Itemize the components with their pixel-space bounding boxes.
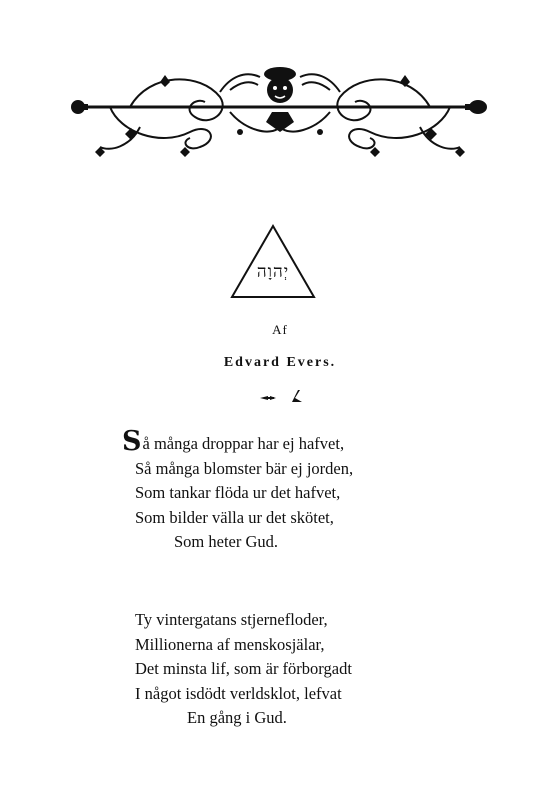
- dropcap-letter: S: [122, 426, 142, 457]
- poem-line: Så många blomster bär ej jorden,: [135, 458, 354, 478]
- tetragrammaton: יְהוָה: [256, 262, 290, 282]
- fleuron-ornament-icon: [258, 388, 308, 404]
- stanza-2: [135, 608, 352, 731]
- poem-line: Det minsta lif, som är förborgadt: [135, 659, 352, 679]
- byline: Af: [272, 322, 288, 337]
- poem-line: I något isdödt verldsklot, lefvat: [135, 683, 342, 703]
- poem-line: Som bilder välla ur det skötet,: [135, 507, 334, 527]
- poem-line: [122, 426, 353, 457]
- poem-line: En gång i Gud.: [187, 708, 287, 728]
- stanza-1: [122, 426, 354, 555]
- author-name: Edvard Evers.: [223, 355, 337, 370]
- cherub-vignette-icon: [70, 52, 490, 167]
- poem-line: Millionerna af menskosjälar,: [135, 634, 325, 654]
- poem-line-text: å många droppar har ej hafvet,: [142, 434, 345, 453]
- poem-line: Ty vintergatans stjernefloder,: [135, 610, 328, 629]
- poem-line: Som tankar flöda ur det hafvet,: [135, 483, 341, 503]
- poem-line: Som heter Gud.: [174, 532, 279, 552]
